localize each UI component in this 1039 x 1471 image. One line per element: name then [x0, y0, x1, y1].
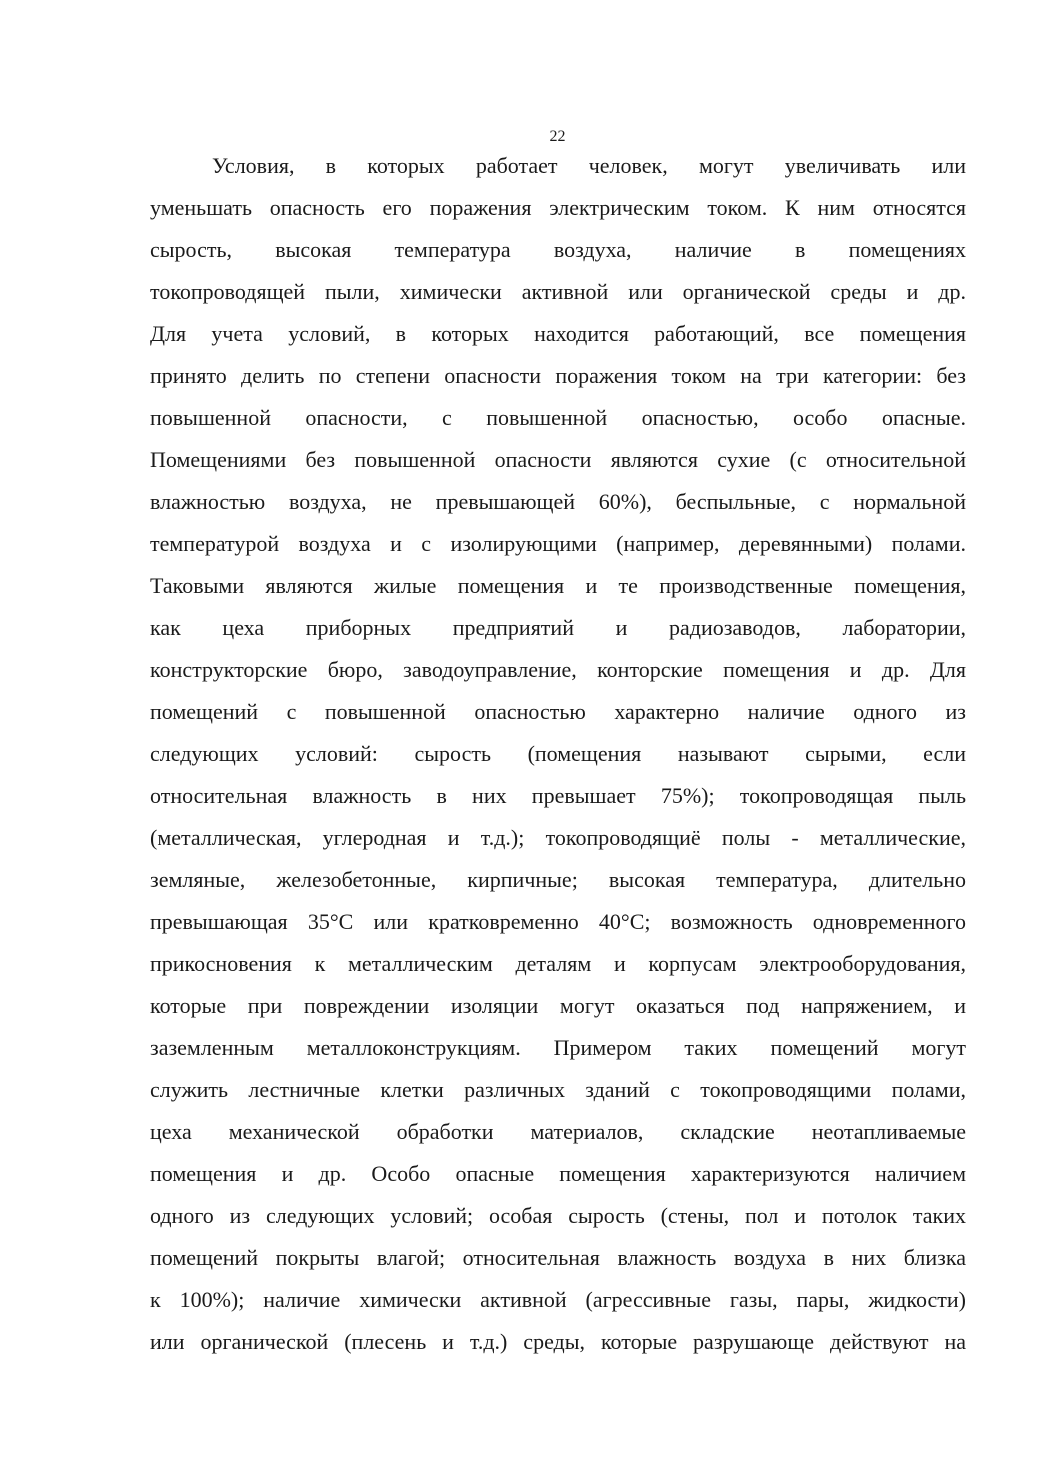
text-line: помещений с повышенной опасностью характерно наличие одного из: [150, 699, 966, 724]
text-line: относительная влажность в них превышает 75%); токопроводящая пыль: [150, 783, 966, 808]
text-line: помещений покрыты влагой; относительная влажность воздуха в них близка: [150, 1245, 966, 1270]
text-line: повышенной опасности, с повышенной опасностью, особо опасные.: [150, 405, 966, 430]
text-line: заземленным металлоконструкциям. Примером таких помещений могут: [150, 1035, 966, 1060]
text-line: как цеха приборных предприятий и радиозаводов, лаборатории,: [150, 615, 966, 640]
text-line: следующих условий: сырость (помещения называют сырыми, если: [150, 741, 966, 766]
text-line: влажностью воздуха, не превышающей 60%), беспыльные, с нормальной: [150, 489, 966, 514]
text-line: цеха механической обработки материалов, складские неотапливаемые: [150, 1119, 966, 1144]
text-line: Условия, в которых работает человек, могут увеличивать или: [212, 153, 966, 178]
text-line: Таковыми являются жилые помещения и те производственные помещения,: [150, 573, 966, 598]
text-line: (металлическая, углеродная и т.д.); токопроводящиё полы - металлические,: [150, 825, 966, 850]
text-line: принято делить по степени опасности поражения током на три категории: без: [150, 363, 966, 388]
text-line: или органической (плесень и т.д.) среды, которые разрушающе действуют на: [150, 1329, 966, 1354]
text-line: превышающая 35°С или кратковременно 40°С; возможность одновременного: [150, 909, 966, 934]
text-line: одного из следующих условий; особая сырость (стены, пол и потолок таких: [150, 1203, 966, 1228]
text-line: конструкторские бюро, заводоуправление, конторские помещения и др. Для: [150, 657, 966, 682]
text-line: сырость, высокая температура воздуха, наличие в помещениях: [150, 237, 966, 262]
text-line: помещения и др. Особо опасные помещения характеризуются наличием: [150, 1161, 966, 1186]
text-line: к 100%); наличие химически активной (агрессивные газы, пары, жидкости): [150, 1287, 966, 1312]
page-number: 22: [549, 128, 566, 145]
text-line: уменьшать опасность его поражения электрическим током. К ним относятся: [150, 195, 966, 220]
body-paragraph: [150, 145, 966, 1363]
text-line: которые при повреждении изоляции могут оказаться под напряжением, и: [150, 993, 966, 1018]
text-line: служить лестничные клетки различных зданий с токопроводящими полами,: [150, 1077, 966, 1102]
text-line: токопроводящей пыли, химически активной или органической среды и др.: [150, 279, 966, 304]
text-line: температурой воздуха и с изолирующими (например, деревянными) полами.: [150, 531, 966, 556]
text-line: Для учета условий, в которых находится работающий, все помещения: [150, 321, 966, 346]
text-line: прикосновения к металлическим деталям и корпусам электрооборудования,: [150, 951, 966, 976]
text-line: земляные, железобетонные, кирпичные; высокая температура, длительно: [150, 867, 966, 892]
text-line: Помещениями без повышенной опасности являются сухие (с относительной: [150, 447, 966, 472]
